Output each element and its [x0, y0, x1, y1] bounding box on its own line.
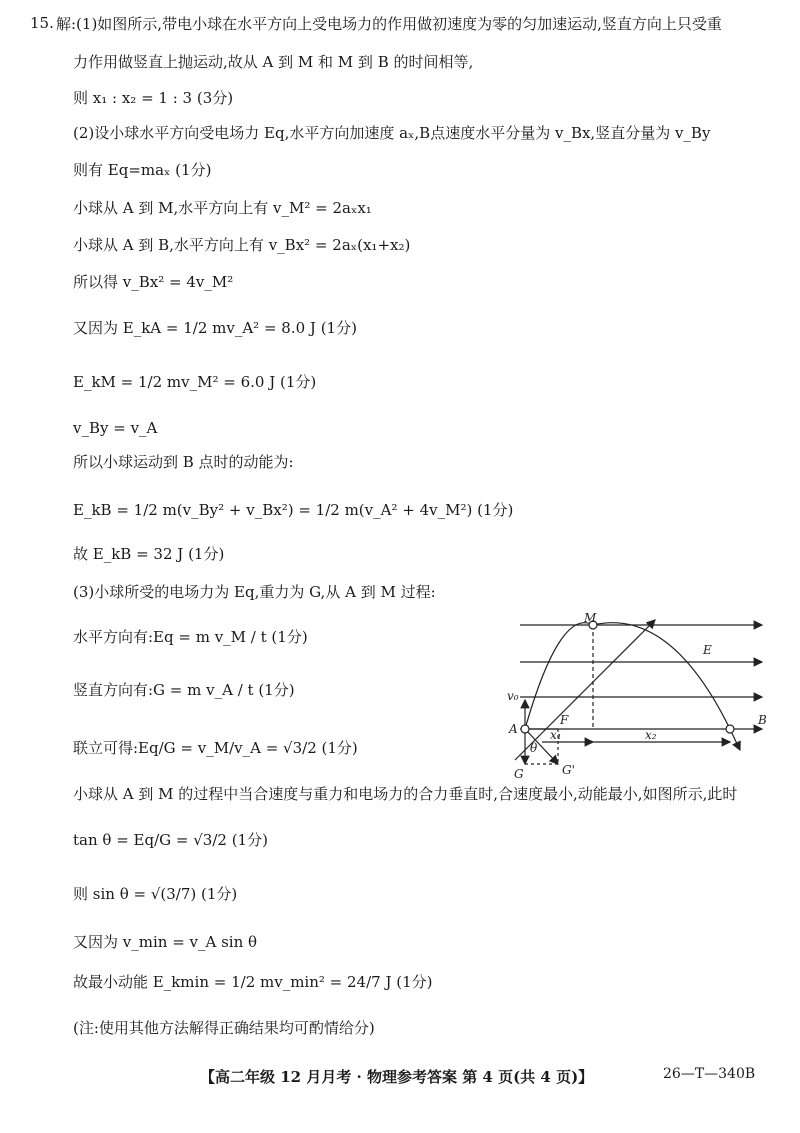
- part2-eq7: v_By = v_A: [73, 419, 158, 437]
- label-e: E: [703, 643, 712, 657]
- label-x1: x₁: [550, 728, 562, 742]
- label-b: B: [758, 713, 767, 727]
- part3-intro: (3)小球所受的电场力为 Eq,重力为 G,从 A 到 M 过程:: [73, 583, 436, 601]
- footer-title: 【高二年级 12 月月考 · 物理参考答案 第 4 页(共 4 页)】: [200, 1068, 594, 1086]
- part3-note: (注:使用其他方法解得正确结果均可酌情给分): [73, 1019, 375, 1037]
- part2-eq3: 小球从 A 到 B,水平方向上有 v_Bx² = 2aₓ(x₁+x₂): [73, 236, 411, 254]
- label-a: A: [509, 722, 518, 736]
- part2-eq1: 则有 Eq=maₓ (1分): [73, 161, 212, 179]
- part2-eq5: 又因为 E_kA = 1/2 mv_A² = 8.0 J (1分): [73, 319, 357, 337]
- part3-eq6: 则 sin θ = √(3/7) (1分): [73, 885, 238, 903]
- part2-eq8: 所以小球运动到 B 点时的动能为:: [73, 453, 294, 471]
- label-x2: x₂: [645, 728, 657, 742]
- part3-eq7: 又因为 v_min = v_A sin θ: [73, 933, 258, 951]
- part2-intro: (2)设小球水平方向受电场力 Eq,水平方向加速度 aₓ,B点速度水平分量为 v_Bx,竖直分量为 v_By: [73, 124, 711, 142]
- part1-line2: 力作用做竖直上抛运动,故从 A 到 M 和 M 到 B 的时间相等,: [73, 53, 474, 71]
- label-f: F: [560, 713, 569, 727]
- part2-eq10: 故 E_kB = 32 J (1分): [73, 545, 225, 563]
- part2-eq6: E_kM = 1/2 mv_M² = 6.0 J (1分): [73, 373, 317, 391]
- footer-code: 26—T—340B: [663, 1066, 756, 1082]
- part2-eq4: 所以得 v_Bx² = 4v_M²: [73, 273, 234, 291]
- point-a: [521, 725, 529, 733]
- part3-eq8: 故最小动能 E_kmin = 1/2 mv_min² = 24/7 J (1分): [73, 973, 433, 991]
- point-b: [726, 725, 734, 733]
- motion-diagram: [500, 612, 775, 780]
- part3-eq4: 小球从 A 到 M 的过程中当合速度与重力和电场力的合力垂直时,合速度最小,动能最小,如图所示,此时: [73, 785, 738, 803]
- part2-eq2: 小球从 A 到 M,水平方向上有 v_M² = 2aₓx₁: [73, 199, 372, 217]
- label-gp: G': [562, 763, 575, 777]
- label-m: M: [584, 612, 597, 625]
- part3-eq2: 竖直方向有:G = m v_A / t (1分): [73, 681, 295, 699]
- part3-eq1: 水平方向有:Eq = m v_M / t (1分): [73, 628, 308, 646]
- question-number: 15.: [30, 14, 54, 32]
- part1-line3: 则 x₁ : x₂ = 1 : 3 (3分): [73, 89, 234, 107]
- part3-eq5: tan θ = Eq/G = √3/2 (1分): [73, 831, 268, 849]
- part2-eq9: E_kB = 1/2 m(v_By² + v_Bx²) = 1/2 m(v_A² + 4v_M²) (1分): [73, 501, 514, 519]
- label-v0: v₀: [507, 689, 519, 703]
- label-theta: θ: [530, 741, 538, 755]
- part3-eq3: 联立可得:Eq/G = v_M/v_A = √3/2 (1分): [73, 739, 358, 757]
- part1-line1: 解:(1)如图所示,带电小球在水平方向上受电场力的作用做初速度为零的匀加速运动,竖直方向上只受重: [56, 15, 722, 33]
- tangent-line: [515, 620, 655, 760]
- label-g: G: [514, 767, 524, 780]
